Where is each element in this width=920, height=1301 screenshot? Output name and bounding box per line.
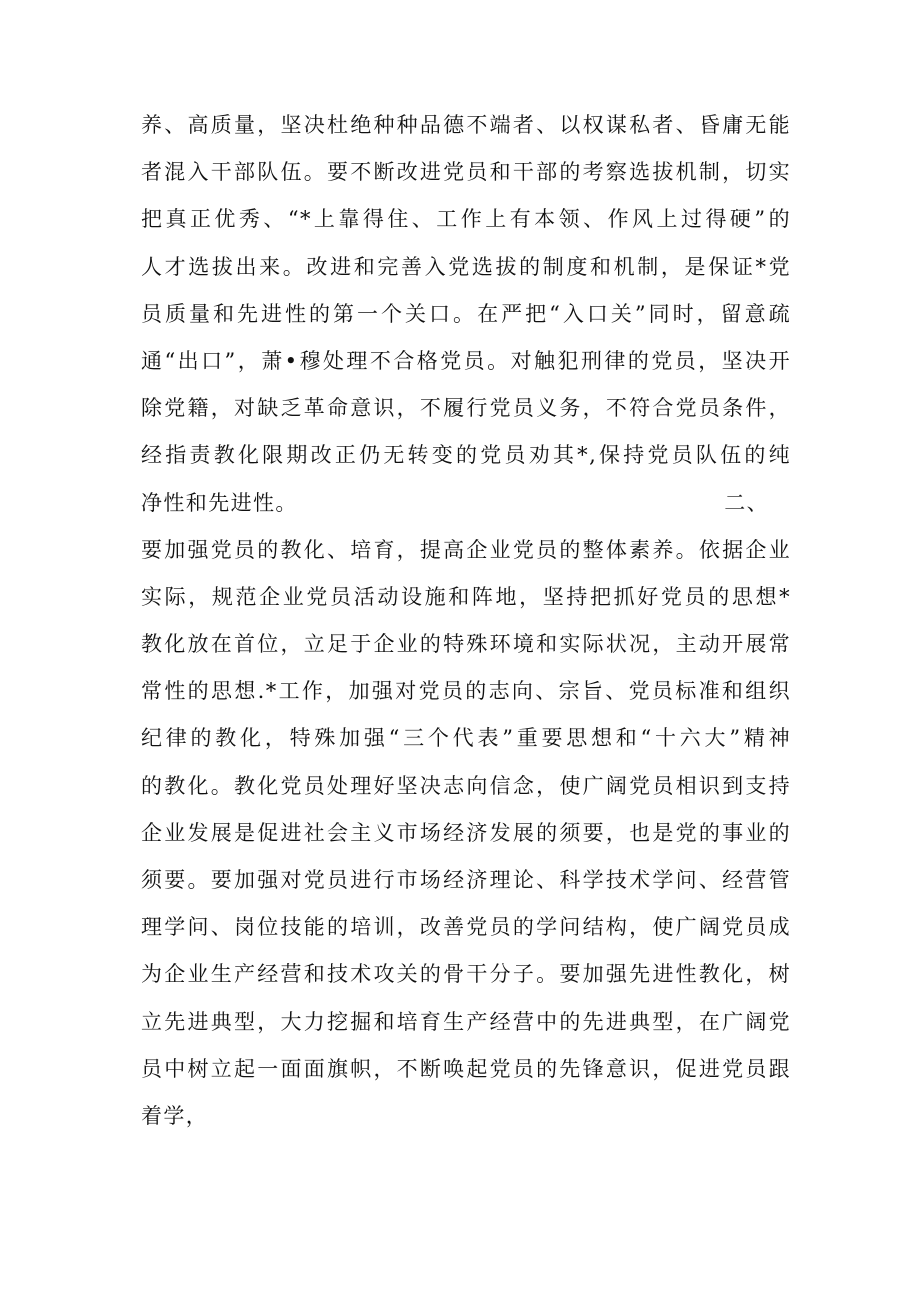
text-line-22: 着学， — [141, 1103, 209, 1128]
text-line-14: 纪律的教化，特殊加强“三个代表”重要思想和“十六大”精神 — [141, 726, 791, 751]
text-line-8: 经指责教化限期改正仍无转变的党员劝其*,保持党员队伍的纯 — [141, 443, 791, 468]
text-line-11: 实际，规范企业党员活动设施和阵地，坚持把抓好党员的思想* — [141, 584, 791, 609]
text-line-5: 员质量和先进性的第一个关口。在严把“入口关”同时，留意疏 — [141, 301, 791, 326]
text-line-3: 把真正优秀、“*上靠得住、工作上有本领、作风上过得硬”的 — [141, 207, 791, 232]
body-text — [141, 102, 791, 1140]
text-line-20: 立先进典型，大力挖掘和培育生产经营中的先进典型，在广阔党 — [141, 1009, 791, 1034]
text-line-21: 员中树立起一面面旗帜，不断唤起党员的先锋意识，促进党员跟 — [141, 1056, 791, 1081]
text-line-12: 教化放在首位，立足于企业的特殊环境和实际状况，主动开展常 — [141, 632, 791, 657]
text-line-16: 企业发展是促进社会主义市场经济发展的须要，也是党的事业的 — [141, 820, 791, 845]
text-line-19: 为企业生产经营和技术攻关的骨干分子。要加强先进性教化，树 — [141, 962, 791, 987]
text-line-18: 理学问、岗位技能的培训，改善党员的学问结构，使广阔党员成 — [141, 915, 791, 940]
text-line-17: 须要。要加强对党员进行市场经济理论、科学技术学问、经营管 — [141, 868, 791, 892]
text-line-1: 养、高质量，坚决杜绝种种品德不端者、以权谋私者、昏庸无能 — [141, 113, 791, 137]
text-line-6: 通“出口”，萧•穆处理不合格党员。对触犯刑律的党员，坚决开 — [141, 348, 791, 373]
text-line-9: 净性和先进性。 — [141, 490, 298, 515]
text-line-2: 者混入干部队伍。要不断改进党员和干部的考察选拔机制，切实 — [141, 160, 791, 185]
section-marker: 二、 — [724, 490, 769, 515]
text-line-15: 的教化。教化党员处理好坚决志向信念，使广阔党员相识到支持 — [141, 773, 791, 798]
text-line-10: 要加强党员的教化、培育，提高企业党员的整体素养。依据企业 — [141, 537, 791, 562]
text-line-13: 常性的思想.*工作，加强对党员的志向、宗旨、党员标准和组织 — [141, 679, 791, 704]
text-line-4: 人才选拔出来。改进和完善入党选拔的制度和机制，是保证*党 — [141, 254, 791, 279]
text-line-9-container — [141, 480, 791, 527]
text-line-7: 除党籍，对缺乏革命意识，不履行党员义务，不符合党员条件， — [141, 396, 791, 421]
